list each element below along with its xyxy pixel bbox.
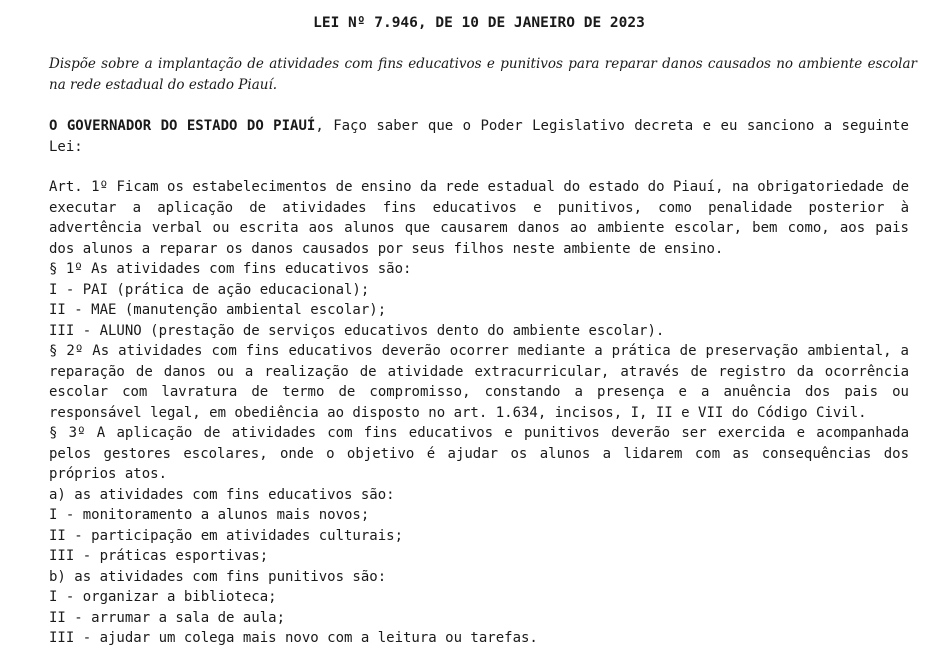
list-item: III - ALUNO (prestação de serviços educativos dento do ambiente escolar).	[49, 322, 665, 339]
list-item: II - arrumar a sala de aula;	[49, 609, 286, 626]
list-item: I - monitoramento a alunos mais novos;	[49, 507, 370, 523]
list-item: II - MAE (manutenção ambiental escolar);	[49, 302, 387, 318]
list-item: III - práticas esportivas;	[49, 548, 269, 564]
preamble	[49, 116, 909, 158]
law-summary: Dispõe sobre a implantação de atividades com fins educativos e punitivos para reparar danos causados no ambiente escolar na rede estadual do estado Piauí.	[49, 56, 917, 93]
list-item: I - organizar a biblioteca;	[49, 589, 277, 605]
list-item: II - participação em atividades culturais;	[49, 527, 404, 544]
list-item: III - ajudar um colega mais novo com a leitura ou tarefas.	[49, 630, 538, 646]
preamble-authority: O GOVERNADOR DO ESTADO DO PIAUÍ	[49, 118, 316, 134]
paragraph-2: § 2º As atividades com fins educativos deverão ocorrer mediante a prática de preservação ambiental, a reparação de danos ou a realização de atividade extracurricular, através de registro da ocorrência escolar com lavratura de termo de compromisso, constando a presença e a anuência dos pais ou responsável legal, em obediência ao disposto no art. 1.634, incisos, I, II e VII do Código Civil.	[49, 343, 909, 421]
paragraph-3: § 3º A aplicação de atividades com fins educativos e punitivos deverão ser exercida e acompanhada pelos gestores escolares, onde o objetivo é ajudar os alunos a lidarem com as consequências dos próprios atos.	[49, 425, 909, 482]
law-body	[49, 177, 909, 649]
preamble-text: , Faço saber que o Poder Legislativo decreta e eu sanciono a seguinte Lei:	[49, 118, 909, 155]
law-title: LEI Nº 7.946, DE 10 DE JANEIRO DE 2023	[313, 15, 645, 31]
paragraph-1: § 1º As atividades com fins educativos são:	[49, 261, 412, 277]
sub-item-a: a) as atividades com fins educativos são:	[49, 486, 395, 503]
article-1-caput: Art. 1º Ficam os estabelecimentos de ensino da rede estadual do estado do Piauí, na obrigatoriedade de executar a aplicação de atividades fins educativos e punitivos, como penalidade posterior à advertência verbal ou escrita aos alunos que causarem danos ao ambiente escolar, bem como, aos pais dos alunos a reparar os danos causados por seus filhos neste ambiente de ensino.	[49, 179, 909, 257]
sub-item-b: b) as atividades com fins punitivos são:	[49, 568, 387, 585]
list-item: I - PAI (prática de ação educacional);	[49, 281, 370, 298]
